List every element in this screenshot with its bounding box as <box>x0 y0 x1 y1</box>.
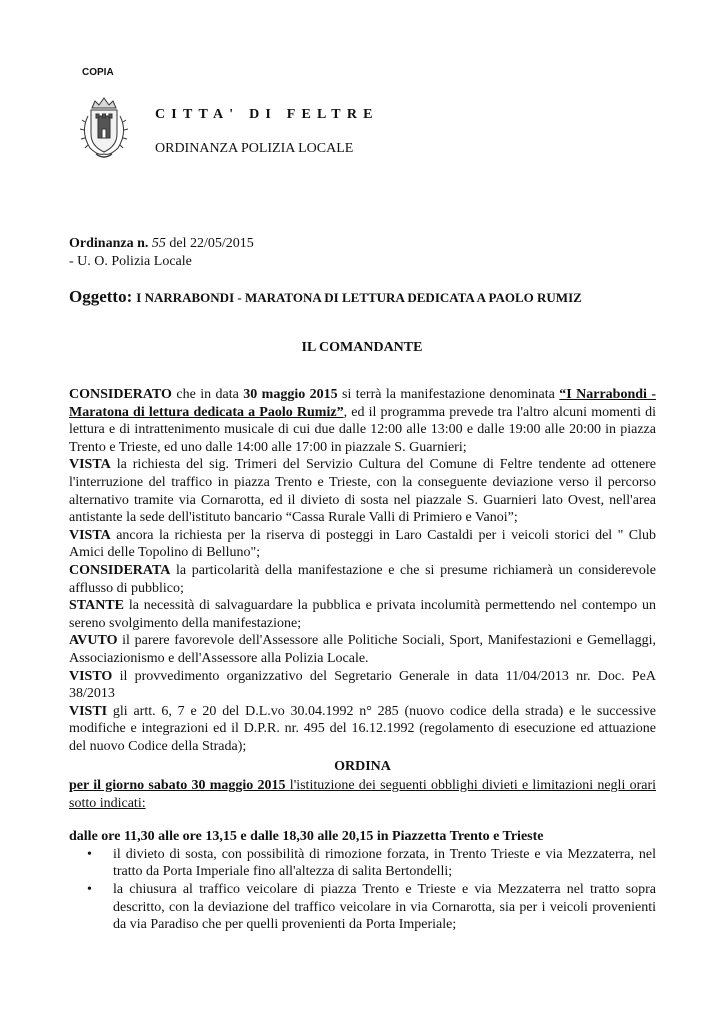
premise-text: la richiesta del sig. Trimeri del Servizio Cultura del Comune di Feltre tendente ad ottenere l'interruzione del traffico in piazza Trento e Trieste, con la conseguente deviazione verso il percorso alternativo tramite via Cornarotta, ed il divieto di sosta nel piazzale S. Guarnieri lato Ovest, nell'area antistante la sede dell'istituto bancario “Cassa Rurale Valli di Primiero e Vanoi”; <box>69 457 656 526</box>
measures-list <box>69 846 656 934</box>
event-name: “I Narrabondi - Maratona di lettura dedicata a Paolo Rumiz” <box>69 387 656 420</box>
ordinance-label: Ordinanza n. <box>69 236 149 251</box>
premise-keyword: VISTO <box>69 668 113 684</box>
ordinance-number-block <box>69 235 254 271</box>
premise-text: la particolarità della manifestazione e che si presume richiamerà un considerevole afflusso di pubblico; <box>69 562 656 596</box>
premise-date: 30 maggio 2015 <box>243 387 338 402</box>
premise-text: si terrà la manifestazione denominata <box>337 387 560 402</box>
bullet-icon: • <box>87 882 92 898</box>
ordinance-number: 55 <box>151 236 166 251</box>
list-item-text: il divieto di sosta, con possibilità di rimozione forzata, in Trento Trieste e via Mezzaterra, nel tratto da Porta Imperiale fino all'altezza di salita Bertondelli; <box>113 846 656 880</box>
premise-keyword: STANTE <box>69 598 124 614</box>
coat-of-arms-icon <box>76 92 132 162</box>
premise-keyword: VISTI <box>69 703 108 719</box>
ordinance-unit: - U. O. Polizia Locale <box>69 254 192 269</box>
subject-label: Oggetto: <box>69 287 133 306</box>
premise-keyword: CONSIDERATA <box>69 562 171 578</box>
premise-paragraph <box>69 456 656 526</box>
ordinance-date: 22/05/2015 <box>189 236 254 251</box>
premise-text: la necessità di salvaguardare la pubblica e privata incolumità permettendo nel contempo un sereno svolgimento della manifestazione; <box>69 598 656 631</box>
premise-keyword: CONSIDERATO <box>69 387 172 402</box>
document-body <box>69 386 656 934</box>
premise-paragraph <box>69 527 656 562</box>
subject-line <box>69 287 582 307</box>
subject-text: I NARRABONDI - MARATONA DI LETTURA DEDICATA A PAOLO RUMIZ <box>136 290 582 305</box>
premise-text: gli artt. 6, 7 e 20 del D.L.vo 30.04.1992 n° 285 (nuovo codice della strada) e le successive modifiche e integrazioni ed il D.P.R. nr. 495 del 16.12.1992 (regolamento di esecuzione ed attuazione del nuovo Codice della Strada); <box>69 703 656 754</box>
premise-paragraph <box>69 562 656 597</box>
premise-keyword: VISTA <box>69 527 111 543</box>
copy-stamp: COPIA <box>82 67 114 78</box>
time-heading: dalle ore 11,30 alle ore 13,15 e dalle 18,30 alle 20,15 in Piazzetta Trento e Trieste <box>69 829 544 845</box>
ordinance-del: del <box>169 236 187 251</box>
premise-paragraph <box>69 597 656 632</box>
order-intro <box>69 777 656 812</box>
premise-text: , ed il programma prevede tra l'altro alcuni momenti di lettura e di intrattenimento musicale di cui due dalle 12:00 alle 13:00 e dalle 19:00 alle 20:00 in piazza Trento e Trieste, ed uno dalle 14:00 alle 17:00 in piazzale S. Guarnieri; <box>69 404 657 455</box>
document-type: ORDINANZA POLIZIA LOCALE <box>155 141 354 156</box>
list-item <box>69 846 656 881</box>
city-name: CITTA' DI FELTRE <box>155 107 379 122</box>
issuer-heading: IL COMANDANTE <box>301 340 423 355</box>
premise-paragraph <box>69 703 656 756</box>
premise-paragraph <box>69 668 656 703</box>
order-intro-text: l'istituzione dei seguenti obblighi divieti e limitazioni negli orari sotto indicati: <box>69 778 657 811</box>
bullet-icon: • <box>87 846 92 862</box>
premise-keyword: VISTA <box>69 457 111 473</box>
premise-text: ancora la richiesta per la riserva di posteggi in Laro Castaldi per i veicoli storici del " Club Amici delle Topolino di Belluno"; <box>69 527 656 561</box>
order-date: per il giorno sabato 30 maggio 2015 <box>69 778 286 794</box>
list-item-text: la chiusura al traffico veicolare di piazza Trento e Trieste e via Mezzaterra nel tratto sopra descritto, con la deviazione del traffico veicolare in via Cornarotta, sia per i veicoli provenienti da via Paradiso che per quelli provenienti da Porta Imperiale; <box>113 882 656 933</box>
ordina-heading: ORDINA <box>334 759 391 775</box>
premise-text: il provvedimento organizzativo del Segretario Generale in data 11/04/2013 nr. Doc. PeA 38/2013 <box>69 668 656 702</box>
premise-keyword: AVUTO <box>69 633 118 649</box>
premise-text: il parere favorevole dell'Assessore alle Politiche Sociali, Sport, Manifestazioni e Gemellaggi, Associazionismo e dell'Assessore alla Polizia Locale. <box>69 633 656 666</box>
premise-text: che in data <box>171 387 244 402</box>
list-item <box>69 881 656 934</box>
premise-paragraph <box>69 632 656 667</box>
premise-paragraph <box>69 386 656 456</box>
